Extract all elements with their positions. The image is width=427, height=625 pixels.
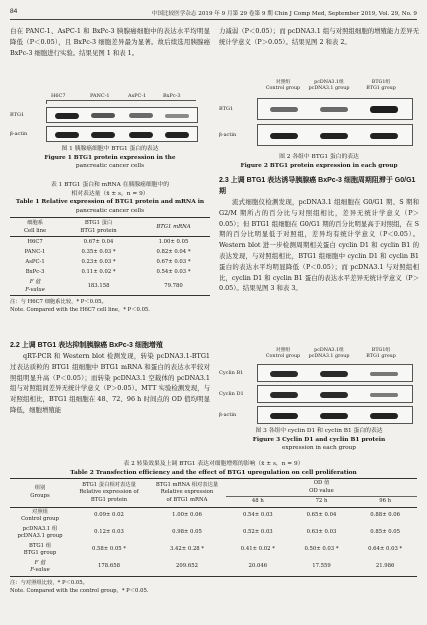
- blot-beta-actin: [257, 124, 413, 146]
- table-header: BTG1 蛋白 BTG1 protein: [60, 218, 137, 237]
- journal-running-title: 中国比较医学杂志 2019 年 9 月第 29 卷第 9 期 Chin J Comp Med, September 2019, Vol. 29, No. 9: [151, 11, 417, 17]
- page-header: [10, 5, 417, 20]
- table-header: BTG1 mRNA 相对表达量 Relative expression of BTG1 mRNA: [148, 479, 226, 508]
- section-2-3: [219, 175, 419, 294]
- table-2-note-cn: 注：与对照组比较，* P＜0.05。: [10, 579, 88, 586]
- page-number: 84: [10, 8, 18, 15]
- table-row-f: F 值 F-value 178.658 209.652 20.046 17.559 21.986: [10, 559, 417, 577]
- table-row: BTG1 组 BTG1 group 0.58± 0.05 * 3.42± 0.28 * 0.41± 0.02 * 0.50± 0.03 * 0.64± 0.03 *: [23, 542, 403, 556]
- table-header: BTG1 蛋白相对表达量 Relative expression of BTG1 protein: [70, 479, 148, 508]
- table-row: BxPc-3 0.11± 0.02 * 0.54± 0.03 *: [25, 269, 191, 275]
- lane-label: PANC-1: [90, 93, 110, 99]
- lane-label: AsPC-1: [128, 93, 147, 99]
- lane-label: BxPc-3: [163, 93, 181, 99]
- table-row: AsPC-1 0.23± 0.03 * 0.67± 0.03 *: [25, 259, 191, 265]
- table-1-title: 表 1 BTG1 蛋白和 mRNA 在胰腺癌细胞中的 相对表达量（x̄ ± s，n = 9） Table 1 Relative expression of BTG1 protein and mRNA in pancreatic cancer cells: [15, 182, 205, 214]
- section-2-2: [10, 340, 210, 416]
- left-intro-paragraph: 白在 PANC-1、AsPC-1 和 BxPc-3 胰腺癌细胞中的表达水平均明显降低（P＜0.05），且 BxPc-3 细胞差异最为显著。故后续选用胰腺癌 BxPc-3 细胞进行实验。结果见图 1 和表 1。: [10, 27, 210, 57]
- blot-btg1: [257, 98, 413, 120]
- table-1-note-en: Note. Compared with the H6C7 cell line，* P＜0.05.: [10, 307, 150, 313]
- table-row: H6C7 0.67± 0.04 1.00± 0.05: [27, 239, 189, 245]
- figure-3: [219, 348, 419, 438]
- fig1-lane-labels: [48, 93, 198, 99]
- table-row: pcDNA3.1 组 pcDNA3.1 group 0.12± 0.03 0.98± 0.05 0.52± 0.03 0.63± 0.03 0.85± 0.05: [17, 525, 401, 539]
- section-body: qRT-PCR 和 Western blot 检测发现，转染 pcDNA3.1-BTG1 过表达质粒的 BTG1 组细胞中 BTG1 mRNA 和蛋白的表达水平较对照组明显升高（P＜0.05）；而转染 pcDNA3.1 空载体的 pcDNA3.1 组与对照组间差异无统计学意义（P＞0.05）。MTT 实验检测发现，与对照组相比，BTG1 组细胞在 48、72、96 h 时间点的 OD 值均明显降低，细胞增殖能: [10, 352, 210, 414]
- right-intro-paragraph: 力减弱（P＜0.05）；而 pcDNA3.1 组与对照组细胞的增殖能力差异无统计学意义（P＞0.05）。结果见图 2 和表 2。: [219, 27, 419, 46]
- table-2-title: 表 2 转染效果及上调 BTG1 表达对细胞增殖的影响（x̄ ± s，n = 9） Table 2 Transfection efficiency and the effect of BTG1 upregulation on cell proliferation: [70, 461, 357, 476]
- lane-label: H6C7: [51, 93, 66, 99]
- table-header: 细胞系 Cell line: [10, 218, 60, 237]
- table-header: 48 h: [226, 497, 290, 508]
- blot-btg1: [46, 107, 198, 123]
- figure-3-caption: 图 3 各组中 cyclin D1 和 cyclin B1 蛋白的表达 Figure 3 Cyclin D1 and cyclin B1 protein expression in each group: [252, 428, 386, 451]
- row-label-beta-actin: β-actin: [219, 132, 237, 138]
- blot-cyclin-b1: [257, 364, 413, 382]
- figure-1-caption: 图 1 胰腺癌细胞中 BTG1 蛋白的表达 Figure 1 BTG1 protein expression in the pancreatic cancer cells: [44, 146, 176, 169]
- row-label-btg1: BTG1: [10, 112, 25, 118]
- table-2-note-en: Note. Compared with the control group，* P＜0.05.: [10, 587, 149, 594]
- table-header: 组别 Groups: [10, 479, 70, 508]
- blot-beta-actin: [46, 126, 198, 142]
- row-label-btg1: BTG1: [219, 106, 234, 112]
- table-2: [10, 478, 417, 595]
- figure-2-caption: 图 2 各组中 BTG1 蛋白的表达 Figure 2 BTG1 protein expression in each group: [240, 154, 398, 169]
- blot-beta-actin: [257, 406, 413, 424]
- row-label-beta-actin: β-actin: [10, 131, 28, 137]
- row-label-cyclin-d1: Cyclin D1: [219, 391, 244, 397]
- table-row: 对照组 Control group 0.09± 0.02 1.00± 0.06 0.54± 0.03 0.65± 0.04 0.88± 0.06: [21, 508, 401, 522]
- table-row-f: F 值 F-value 183.158 79.780: [10, 277, 210, 296]
- table-header: OD 值 OD value: [309, 480, 334, 494]
- blot-cyclin-d1: [257, 385, 413, 403]
- lane-label: BTG1组 BTG1 group: [366, 80, 396, 91]
- table-header: 96 h: [353, 497, 417, 508]
- table-row: PANC-1 0.35± 0.03 * 0.82± 0.04 *: [24, 249, 191, 255]
- table-1: [10, 217, 210, 314]
- lane-label: 对照组 Control group: [265, 348, 301, 359]
- section-body: 流式细胞仪检测发现，pcDNA3.1 组细胞在 G0/G1 期、S 期和 G2/M 期所占的百分比与对照组相比，差异无统计学意义（P＞0.05）；但 BTG1 组细胞在 G0/G1 期的百分比明显高于对照组，在 S 期的百分比明显低于对照组，差异均有统计学意义（P＜0.05）。Western blot 进一步检测周期相关蛋白 cyclin D1 和 cyclin B1 的表达发现，与对照组相比，BTG1 组细胞中 cyclin D1 和 cyclin B1 蛋白的表达水平均明显降低（P＜0.05）；而 pcDNA3.1 与对照组相比，cyclin D1 和 cyclin B1 蛋白的表达水平差异无统计学意义（P＞0.05）。结果见图 3 和表 3。: [219, 198, 419, 293]
- row-label-beta-actin: β-actin: [219, 412, 237, 418]
- table-1-note-cn: 注：与 H6C7 细胞系比较，* P＜0.05。: [10, 299, 107, 305]
- section-title: 2.3 上调 BTG1 表达诱导胰腺癌 BxPc-3 细胞周期阻滞于 G0/G1 期: [219, 177, 416, 195]
- lane-label: BTG1组 BTG1 group: [366, 348, 396, 359]
- table-header: 72 h: [290, 497, 354, 508]
- table-header: BTG1 mRNA: [137, 218, 210, 237]
- row-label-cyclin-b1: Cyclin B1: [219, 370, 244, 376]
- lane-label: pcDNA3.1组 pcDNA3.1 group: [308, 80, 350, 91]
- section-title: 2.2 上调 BTG1 表达抑制胰腺癌 BxPc-3 细胞增殖: [10, 342, 163, 349]
- lane-label: 对照组 Control group: [265, 80, 301, 91]
- lane-label: pcDNA3.1组 pcDNA3.1 group: [308, 348, 350, 359]
